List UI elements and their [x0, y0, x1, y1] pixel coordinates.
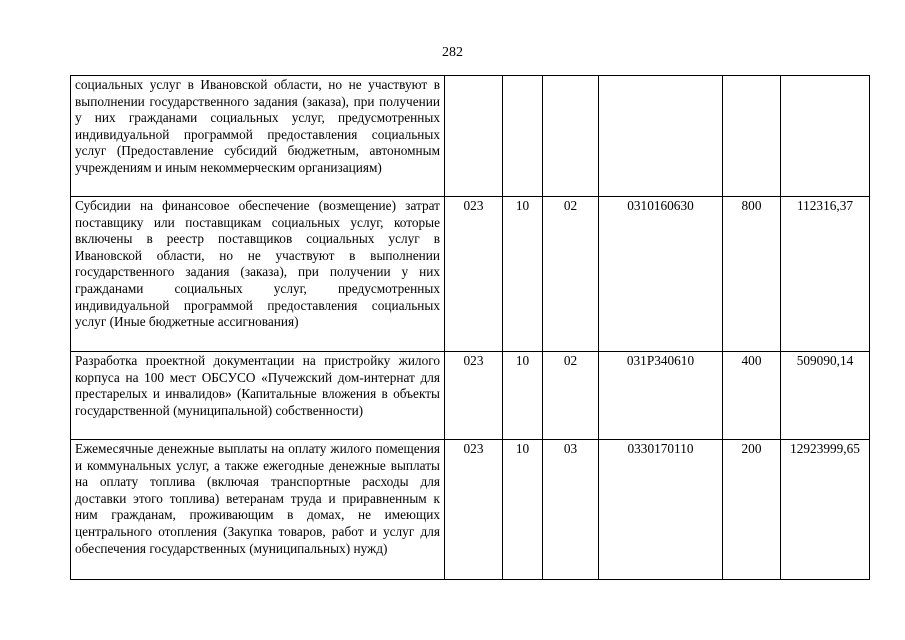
amount-value	[781, 76, 870, 197]
section-code	[503, 76, 543, 197]
row-description: Разработка проектной документации на пристройку жилого корпуса на 100 мест ОБСУСО «Пучежский дом-интернат для престарелых и инвалидов» (Капитальные вложения в объекты государственной (муниципальной) собственности)	[71, 352, 445, 440]
subsection-code: 03	[543, 440, 599, 580]
subsection-code: 02	[543, 352, 599, 440]
section-code: 10	[503, 352, 543, 440]
target-article-code: 0310160630	[599, 197, 723, 352]
expense-type-code: 400	[723, 352, 781, 440]
table-row	[71, 76, 870, 197]
ministry-code: 023	[445, 440, 503, 580]
row-description: Ежемесячные денежные выплаты на оплату жилого помещения и коммунальных услуг, а также ежегодные денежные выплаты на оплату топлива (включая транспортные расходы для доставки этого топлива) ветеранам труда и приравненным к ним гражданам, проживающим в домах, не имеющих центрального отопления (Закупка товаров, работ и услуг для обеспечения государственных (муниципальных) нужд)	[71, 440, 445, 580]
budget-table	[70, 75, 870, 580]
table-row	[71, 352, 870, 440]
row-description: Субсидии на финансовое обеспечение (возмещение) затрат поставщику или поставщикам социальных услуг, которые включены в реестр поставщиков социальных услуг в Ивановской области, но не участвуют в выполнении государственного задания (заказа), при получении у них гражданами социальных услуг, предусмотренных индивидуальной программой предоставления социальных услуг (Иные бюджетные ассигнования)	[71, 197, 445, 352]
ministry-code: 023	[445, 352, 503, 440]
ministry-code: 023	[445, 197, 503, 352]
amount-value: 12923999,65	[781, 440, 870, 580]
expense-type-code	[723, 76, 781, 197]
ministry-code	[445, 76, 503, 197]
amount-value: 509090,14	[781, 352, 870, 440]
table-row	[71, 197, 870, 352]
row-description: социальных услуг в Ивановской области, но не участвуют в выполнении государственного задания (заказа), при получении у них гражданами социальных услуг, предусмотренных индивидуальной программой предоставления социальных услуг (Предоставление субсидий бюджетным, автономным учреждениям и иным некоммерческим организациям)	[71, 76, 445, 197]
section-code: 10	[503, 440, 543, 580]
subsection-code	[543, 76, 599, 197]
target-article-code	[599, 76, 723, 197]
table-row	[71, 440, 870, 580]
section-code: 10	[503, 197, 543, 352]
amount-value: 112316,37	[781, 197, 870, 352]
expense-type-code: 200	[723, 440, 781, 580]
target-article-code: 0330170110	[599, 440, 723, 580]
subsection-code: 02	[543, 197, 599, 352]
expense-type-code: 800	[723, 197, 781, 352]
page-number: 282	[442, 45, 463, 60]
target-article-code: 031P340610	[599, 352, 723, 440]
